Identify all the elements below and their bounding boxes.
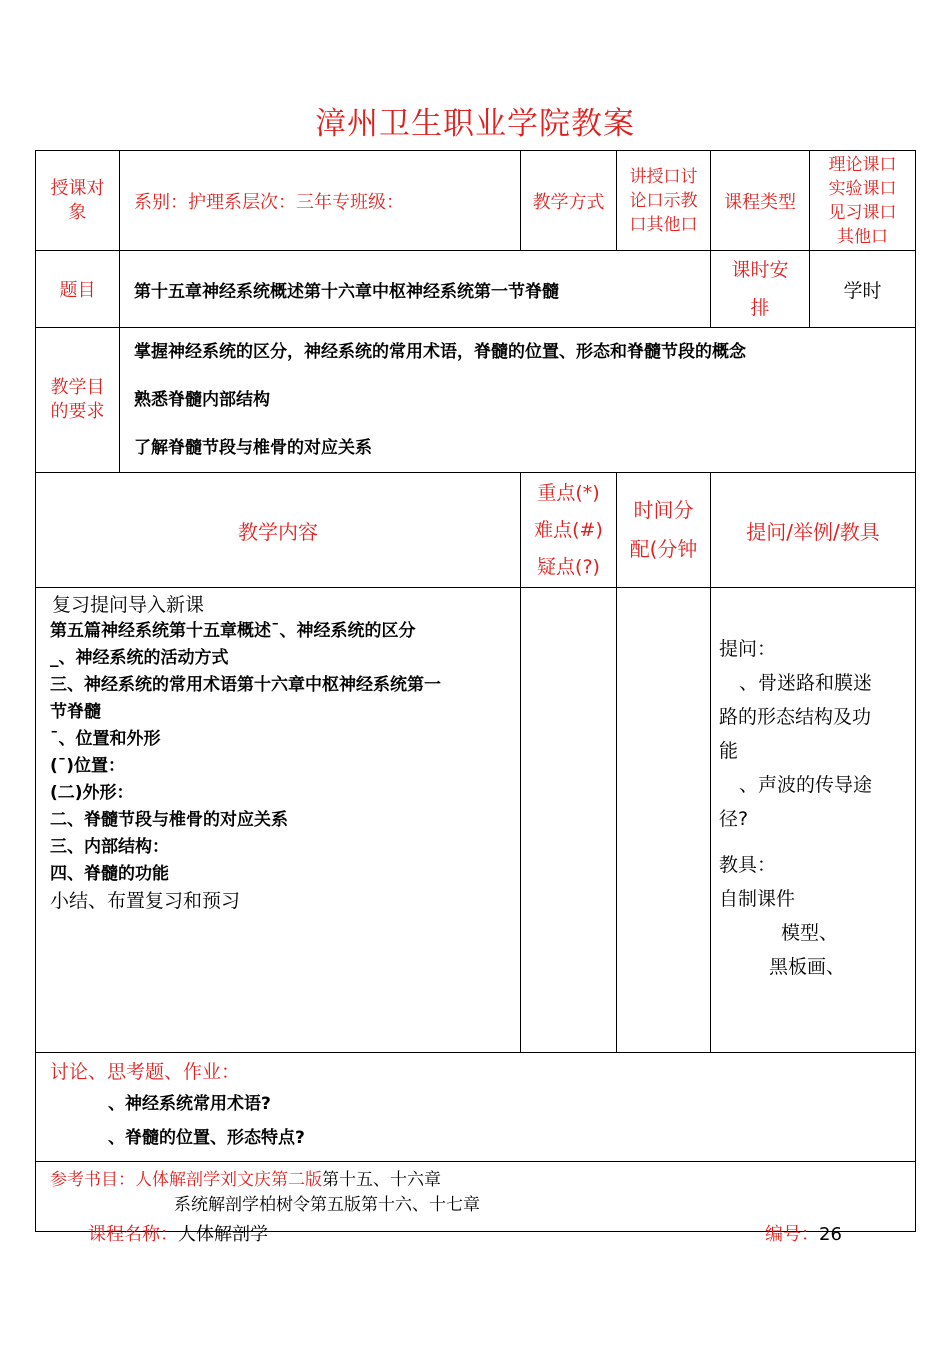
tool-line: 自制课件 [719,888,796,910]
content-item: (二)外形： [50,783,134,803]
marks-cell [521,588,617,1053]
content-item: _、神经系统的活动方式 [50,648,229,668]
discussion-item: 、脊髓的位置、形态特点? [108,1128,305,1148]
content-intro: 复习提问导入新课 [52,594,205,616]
objective-item: 掌握神经系统的区分，神经系统的常用术语，脊髓的位置、形态和脊髓节段的概念 [134,342,746,362]
type-label: 课程类型 [711,151,810,251]
content-item: 第五篇神经系统第十五章概述¯、神经系统的区分 [50,621,416,641]
objective-item: 了解脊髓节段与椎骨的对应关系 [134,438,372,458]
question-line: 、声波的传导途 [739,774,873,796]
content-body [36,588,521,1053]
question-line: 径? [719,808,749,830]
tools-header: 提问/举例/教具 [711,473,916,588]
tool-line: 黑板画、 [769,956,846,978]
references-label: 参考书目：人体解剖学刘文庆第二版 [50,1170,322,1190]
plan-number [765,1220,842,1246]
content-item: 三、内部结构： [50,837,169,857]
course-name [88,1220,268,1246]
number-value: 26 [819,1224,842,1245]
row-discussion [36,1053,916,1162]
audience-label: 授课对象 [36,151,120,251]
question-label: 提问： [719,638,777,660]
topic-label: 题目 [36,251,120,328]
references-line2: 系统解剖学柏树令第五版第十六、十七章 [174,1195,480,1215]
question-line: 、骨迷路和膜迷 [739,672,873,694]
tool-line: 模型、 [781,922,839,944]
content-header: 教学内容 [36,473,521,588]
marks-header: 重点(*) 难点(#) 疑点(?) [521,473,617,588]
content-item: ¯、位置和外形 [50,729,161,749]
row-content-header [36,473,916,588]
content-item: 节脊髓 [50,702,101,722]
discussion-label: 讨论、思考题、作业： [50,1061,241,1083]
number-label: 编号： [765,1224,819,1245]
references-line1: 第十五、十六章 [322,1170,441,1190]
discussion-item: 、神经系统常用术语? [108,1094,271,1114]
type-options: 理论课口 实验课口 见习课口 其他口 [810,151,916,251]
content-outro: 小结、布置复习和预习 [50,890,241,912]
row-content [36,588,916,1053]
row-objectives [36,328,916,473]
content-item: 二、脊髓节段与椎骨的对应关系 [50,810,288,830]
discussion-cell [36,1053,916,1162]
method-options: 讲授口讨 论口示教 口其他口 [617,151,711,251]
objectives-label: 教学目的要求 [36,328,120,473]
content-item: (¯)位置： [50,756,126,776]
row-audience [36,151,916,251]
page-title: 漳州卫生职业学院教案 [315,106,635,142]
topic-text: 第十五章神经系统概述第十六章中枢神经系统第一节脊髓 [120,251,711,328]
time-cell [617,588,711,1053]
lesson-plan-table [35,150,916,1232]
content-item: 四、脊髓的功能 [50,864,169,884]
hours-value: 学时 [810,251,916,328]
content-item: 三、神经系统的常用术语第十六章中枢神经系统第一 [50,675,441,695]
question-line: 能 [719,740,739,762]
aids-cell [711,588,916,1053]
course-value: 人体解剖学 [178,1224,268,1245]
tools-label: 教具： [719,854,777,876]
question-line: 路的形态结构及功 [719,706,872,728]
row-topic [36,251,916,328]
course-label: 课程名称： [88,1224,178,1245]
audience-info: 系别：护理系层次：三年专班级： [120,151,521,251]
objective-item: 熟悉脊髓内部结构 [134,390,270,410]
schedule-label: 课时安 排 [711,251,810,328]
method-label: 教学方式 [521,151,617,251]
objectives-list [120,328,916,473]
time-header: 时间分 配(分钟 [617,473,711,588]
